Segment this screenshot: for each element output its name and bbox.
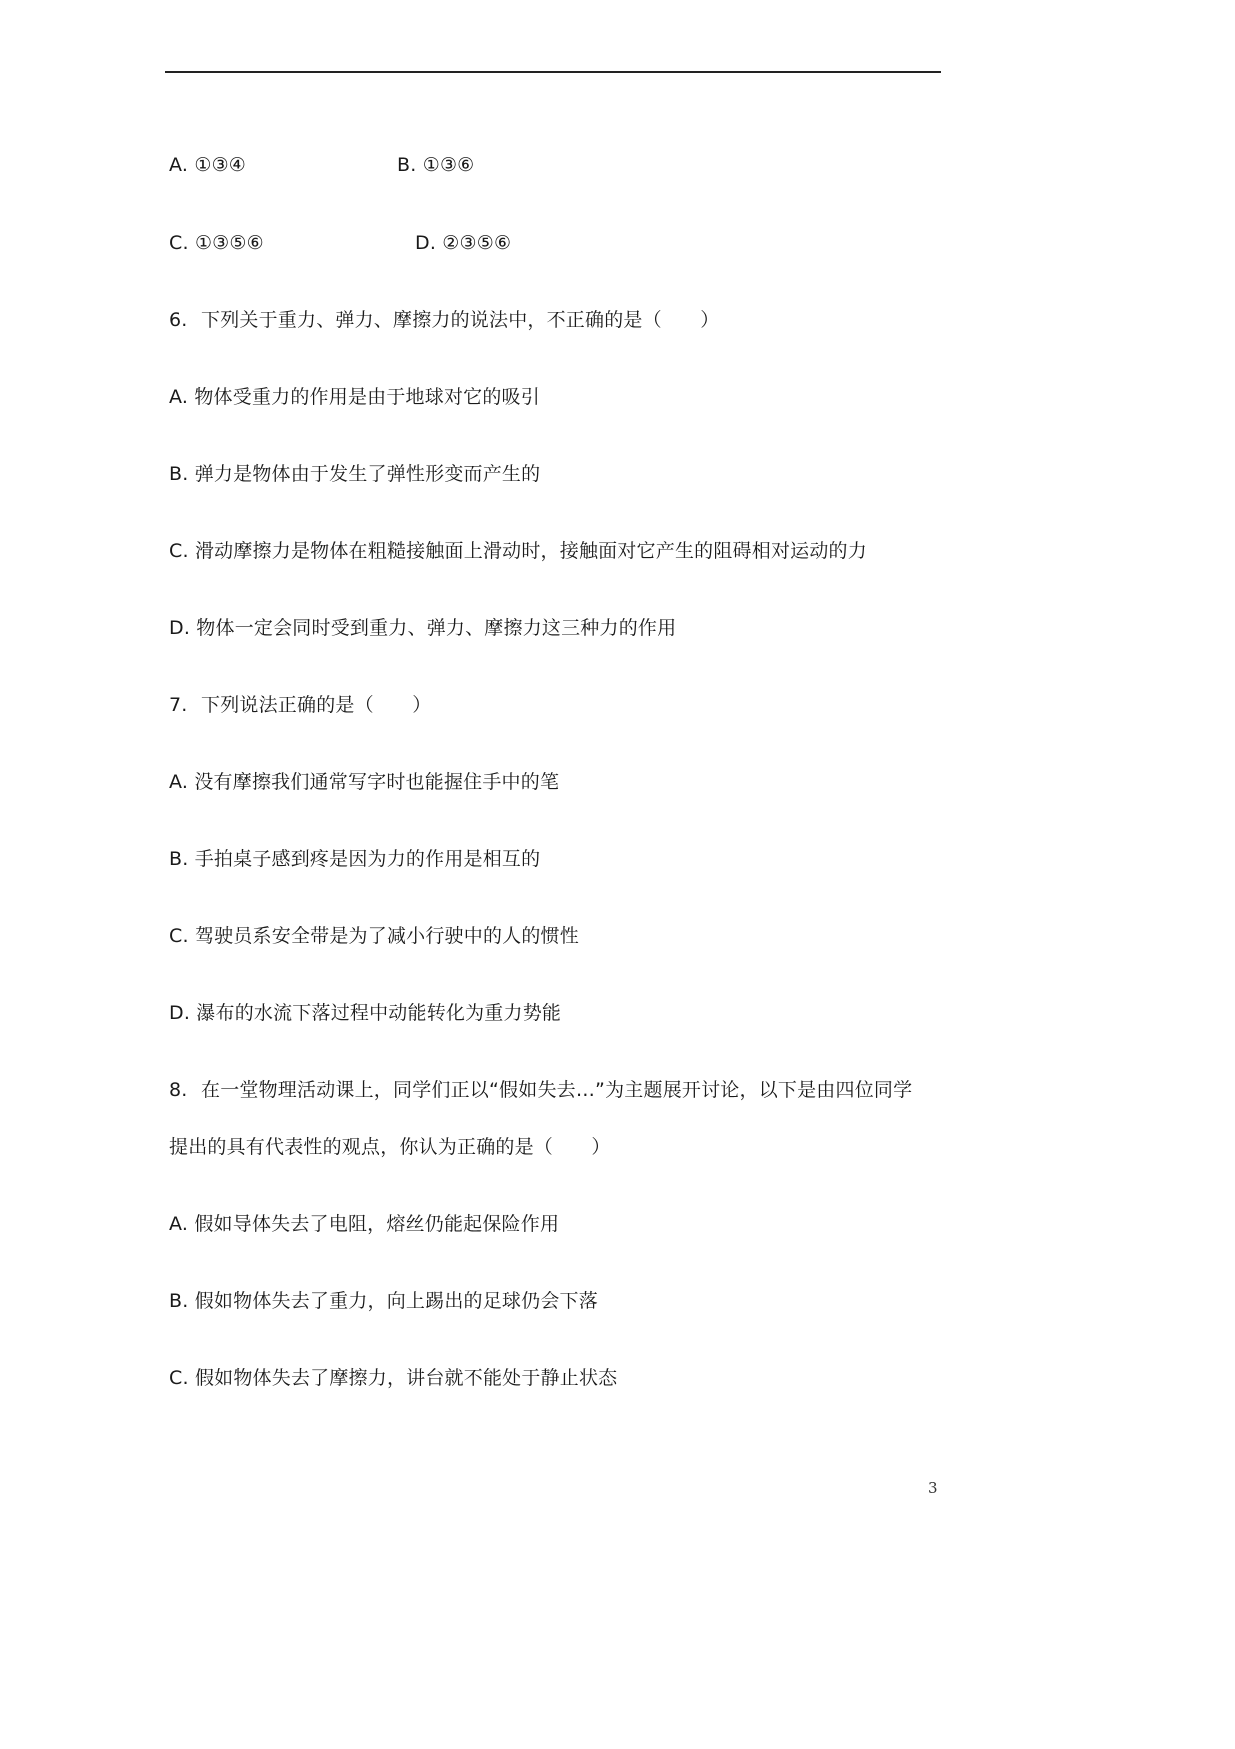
q7-option-d: D. 瀑布的水流下落过程中动能转化为重力势能 [169, 1002, 562, 1024]
q5-option-a: A. ①③④ [169, 154, 247, 176]
q6-option-c: C. 滑动摩擦力是物体在粗糙接触面上滑动时，接触面对它产生的阻碍相对运动的力 [169, 540, 867, 562]
q8-option-a: A. 假如导体失去了电阻，熔丝仍能起保险作用 [169, 1213, 560, 1235]
q7-number: 7. [169, 694, 188, 716]
q6-option-b: B. 弹力是物体由于发生了弹性形变而产生的 [169, 463, 541, 485]
q7-stem-line [169, 692, 431, 718]
q8-stem-part-1: 在一堂物理活动课上，同学们正以“假如失去…”为主题展开讨论，以下是由四位同学 [201, 1079, 913, 1101]
header-rule [165, 71, 941, 73]
q7-option-a: A. 没有摩擦我们通常写字时也能握住手中的笔 [169, 771, 560, 793]
q6-stem: 下列关于重力、弹力、摩擦力的说法中，不正确的是（ ） [201, 309, 720, 331]
q8-stem-line-2: 提出的具有代表性的观点，你认为正确的是（ ） [169, 1136, 611, 1158]
q5-option-b: B. ①③⑥ [397, 154, 475, 176]
q6-stem-line [169, 307, 719, 333]
q6-option-d: D. 物体一定会同时受到重力、弹力、摩擦力这三种力的作用 [169, 617, 677, 639]
q8-option-b: B. 假如物体失去了重力，向上踢出的足球仍会下落 [169, 1290, 598, 1312]
q7-option-c: C. 驾驶员系安全带是为了减小行驶中的人的惯性 [169, 925, 579, 947]
q5-option-c: C. ①③⑤⑥ [169, 232, 264, 254]
q7-stem: 下列说法正确的是（ ） [201, 694, 432, 716]
q7-option-b: B. 手拍桌子感到疼是因为力的作用是相互的 [169, 848, 541, 870]
q8-number: 8. [169, 1079, 188, 1101]
q5-option-d: D. ②③⑤⑥ [415, 232, 512, 254]
q8-stem-line-1 [169, 1077, 912, 1103]
page-number: 3 [928, 1479, 938, 1497]
q8-option-c: C. 假如物体失去了摩擦力，讲台就不能处于静止状态 [169, 1367, 618, 1389]
q6-option-a: A. 物体受重力的作用是由于地球对它的吸引 [169, 386, 540, 408]
q6-number: 6. [169, 309, 188, 331]
